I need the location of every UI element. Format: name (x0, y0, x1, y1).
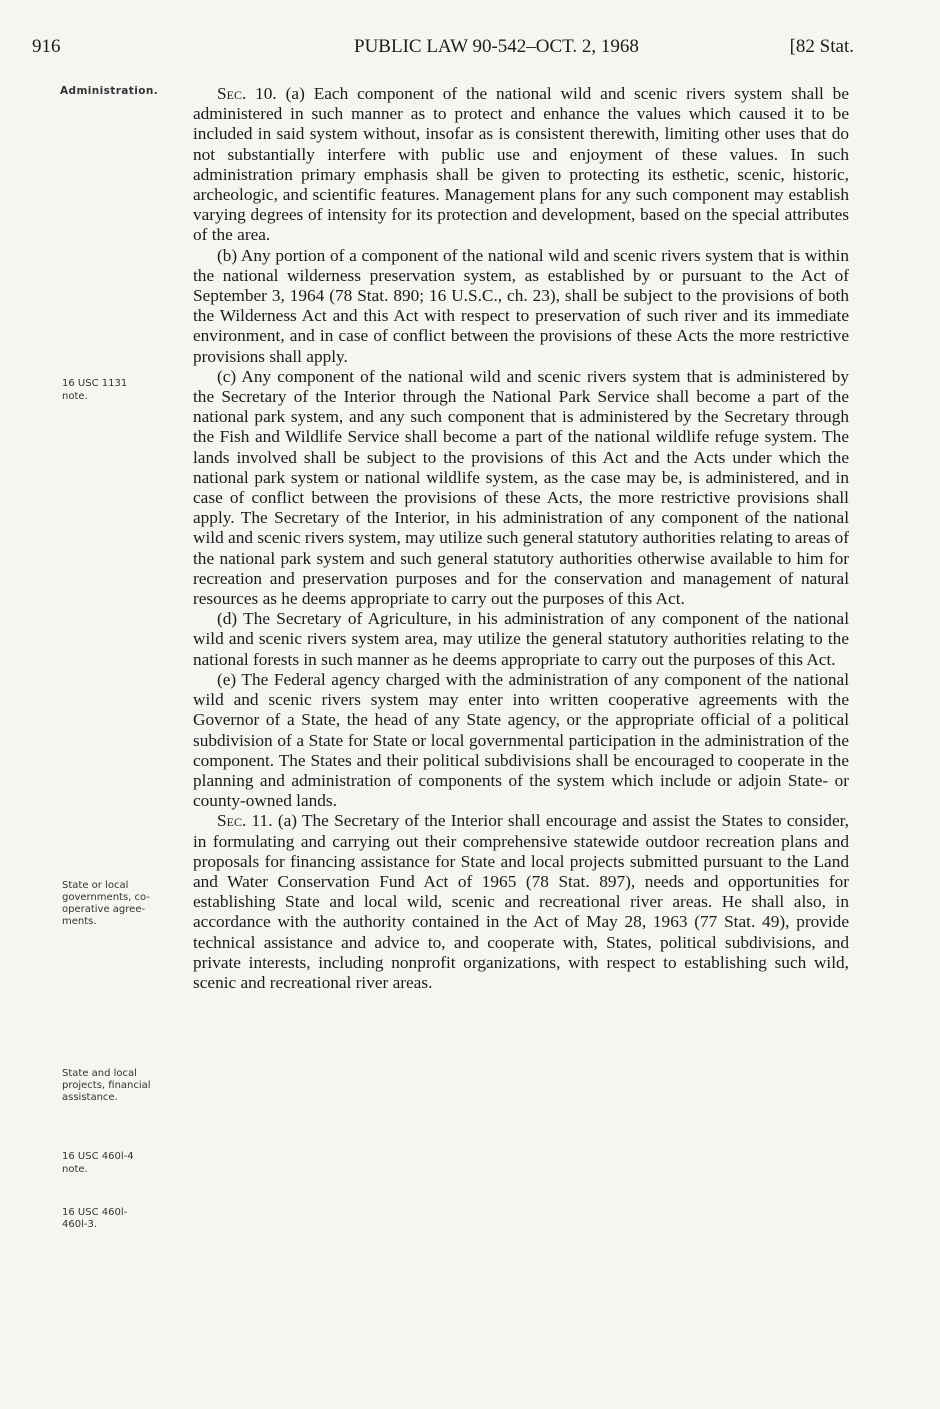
section-11-a: Sec. 11. (a) The Secretary of the Interior shall encourage and assist the States to consider, in formulating and carrying out their comprehensive statewide outdoor recreation plans and proposals for financing assistance for State and local projects submitted pursuant to the Land and Water Conservation Fund Act of 1965 (78 Stat. 897), needs and opportunities for establishing State and local wild, scenic and recreational river areas. He shall also, in accordance with the authority contained in the Act of May 28, 1963 (77 Stat. 49), provide technical assistance and advice to, and cooperate with, States, political subdivisions, and private interests, including nonprofit organizations, with respect to establishing such wild, scenic and recreational river areas. (193, 811, 849, 992)
section-11-label: Sec. 11. (217, 811, 273, 831)
margin-note-administration: Administration. (60, 85, 159, 97)
section-10-a: Sec. 10. (a) Each component of the national wild and scenic rivers system shall be administered in such manner as to protect and enhance the values which caused it to be included in said system without, insofar as is consistent therewith, limiting other uses that do not substantially interfere with public use and enjoyment of these values. In such administration primary emphasis shall be given to protecting its esthetic, scenic, historic, archeologic, and scientific features. Management plans for any such component may establish varying degrees of intensity for its protection and development, based on the special attributes of the area. (193, 84, 849, 245)
section-10-b: (b) Any portion of a component of the national wild and scenic rivers system that is within the national wilderness preservation system, as established by or pursuant to the Act of September 3, 1964 (78 Stat. 890; 16 U.S.C., ch. 23), shall be subject to the provisions of both the Wilderness Act and this Act with respect to preservation of such river and its immediate environment, and in case of conflict between the provisions of these Acts the more restrictive provisions shall apply. (193, 245, 849, 366)
running-header (32, 36, 852, 68)
margin-note-usc-1131-note: note. (62, 391, 88, 402)
header-statute-ref: [82 Stat. (789, 36, 854, 57)
section-10-d: (d) The Secretary of Agriculture, in his administration of any component of the national wild and scenic rivers system area, may utilize the general statutory authorities relating to the national forests in such manner as he deems appropriate to carry out the purposes of this Act. (193, 609, 849, 669)
section-10-c: (c) Any component of the national wild and scenic rivers system that is administered by the Secretary of the Interior through the National Park Service shall become a part of the national park system, and any such component that is administered by the Secretary through the Fish and Wildlife Service shall become a part of the national wildlife refuge system. The lands involved shall be subject to the provisions of this Act and the Acts under which the national park system or national wildlife system, as the case may be, is administered, and in case of conflict between the provisions of these Acts, the more restrictive provisions shall apply. The Secretary of the Interior, in his administration of any component of the national wild and scenic rivers system, may utilize such general statutory authorities relating to areas of the national park system and such general statutory authorities otherwise available to him for recreation and preservation purposes and for the conservation and management of natural resources as he deems appropriate to carry out the purposes of this Act. (193, 366, 850, 609)
header-title: PUBLIC LAW 90-542–OCT. 2, 1968 (354, 36, 639, 57)
page-number: 916 (32, 36, 61, 57)
margin-note-usc-460l: 16 USC 460l-460l-3. (62, 1207, 128, 1230)
margin-note-state-local-governments: State or local governments, co-operative agree-ments. (62, 880, 150, 927)
section-10-e: (e) The Federal agency charged with the administration of any component of the national wild and scenic rivers system may enter into written cooperative agreements with the Governor of a State, the head of any State agency, or the appropriate official of a political subdivision of a State for State or local governmental participation in the administration of the component. The States and their political subdivisions shall be encouraged to cooperate in the planning and administration of components of the system which include or adjoin State- or county-owned lands. (193, 669, 849, 811)
margin-note-usc-460l-4: 16 USC 460l-4 (62, 1151, 134, 1162)
margin-note-usc-460l-4-note: note. (62, 1164, 88, 1175)
margin-note-state-local-projects: State and local projects, financial assistance. (62, 1068, 151, 1103)
margin-note-usc-1131: 16 USC 1131 (62, 378, 128, 389)
body-text (193, 84, 849, 993)
section-10-label: Sec. 10. (217, 84, 277, 103)
